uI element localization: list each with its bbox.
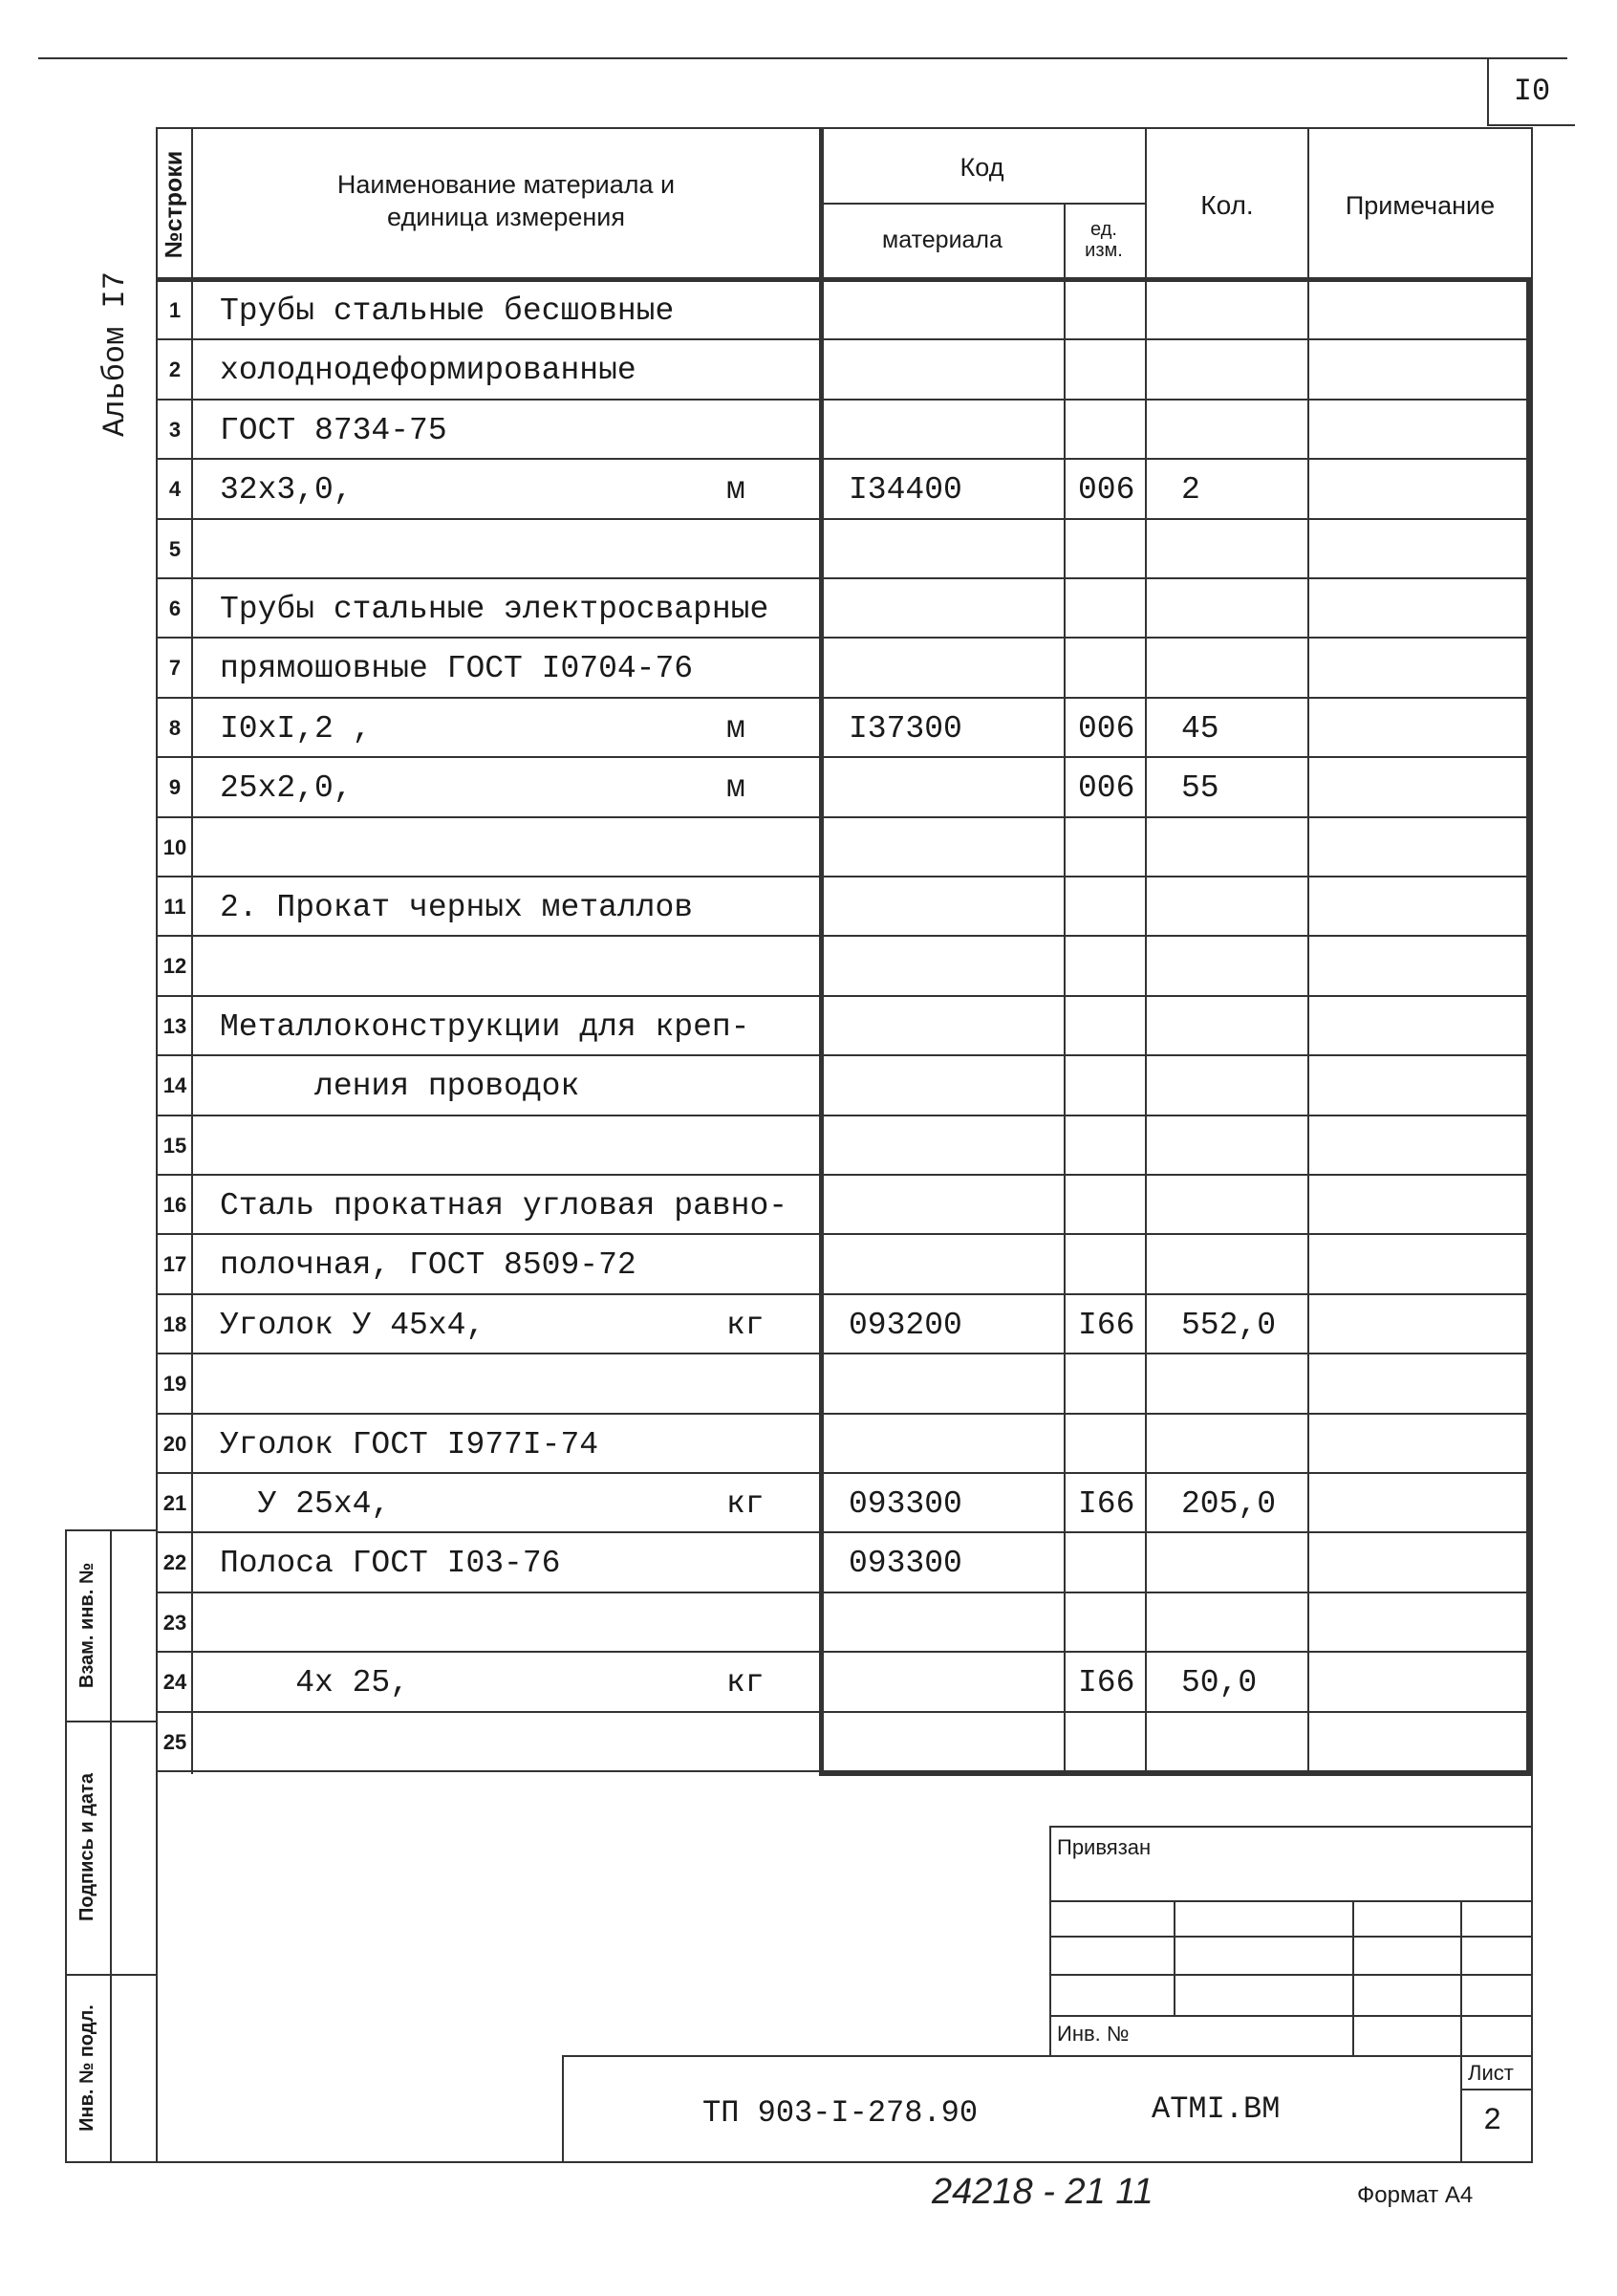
row-uc: 006	[1078, 711, 1135, 747]
row-u: кг	[726, 1486, 765, 1522]
row-divider	[156, 1353, 1531, 1354]
row-divider	[156, 1115, 1531, 1116]
row-n: 25	[162, 1730, 187, 1754]
row-divider	[156, 816, 1531, 818]
row-n: 12	[162, 954, 187, 978]
row-n: 9	[168, 775, 182, 799]
row-n: 6	[168, 596, 182, 620]
row-n: 13	[162, 1014, 187, 1038]
row-divider	[156, 1293, 1531, 1295]
row-n: 2	[168, 357, 182, 381]
stamp-vline-1	[1174, 1900, 1175, 2015]
row-uc: 006	[1078, 770, 1135, 806]
row-name: ГОСТ 8734-75	[220, 413, 447, 448]
row-u: м	[726, 711, 745, 747]
header-unit: ед. изм.	[1085, 219, 1123, 261]
album-label	[86, 258, 143, 449]
row-divider	[156, 1233, 1531, 1235]
row-name: 2. Прокат черных металлов	[220, 890, 694, 925]
row-uc: I66	[1078, 1665, 1135, 1700]
stamp-list-label: Лист	[1468, 2061, 1514, 2085]
row-code: 093200	[849, 1308, 962, 1343]
row-u: кг	[726, 1308, 765, 1343]
row-u: м	[726, 472, 745, 508]
row-divider	[156, 458, 1531, 460]
row-uc: 006	[1078, 472, 1135, 508]
row-qty: 45	[1181, 711, 1219, 747]
row-divider	[156, 1054, 1531, 1056]
row-divider	[156, 399, 1531, 401]
row-divider	[156, 1711, 1531, 1713]
title-block-top-line	[562, 2055, 1533, 2057]
header-material: материала	[882, 227, 1003, 253]
sheet-number: I0	[1487, 57, 1575, 126]
side-label-podpis-text: Подпись и дата	[76, 1773, 97, 1921]
row-n: 11	[163, 895, 186, 919]
doc-code: ТП 903-I-278.90	[702, 2095, 979, 2131]
col-line-unit	[1145, 127, 1147, 1774]
side-label-podpis	[65, 1721, 110, 1974]
row-n: 10	[162, 835, 187, 859]
row-uc: I66	[1078, 1308, 1135, 1343]
title-block-left-line	[562, 2055, 564, 2161]
row-n: 19	[162, 1372, 187, 1396]
row-code: 093300	[849, 1486, 962, 1522]
row-uc: I66	[1078, 1486, 1135, 1522]
row-n: 5	[168, 537, 182, 561]
row-qty: 50,0	[1181, 1665, 1258, 1700]
stamp-vline-2	[1352, 1900, 1354, 2055]
row-name: I0хI,2 ,	[220, 711, 372, 747]
row-n: 15	[162, 1134, 187, 1158]
side-label-inv-podl-text: Инв. № подл.	[76, 2004, 97, 2132]
row-name: Трубы стальные бесшовные	[220, 293, 675, 329]
row-qty: 205,0	[1181, 1486, 1277, 1522]
row-n: 21	[162, 1491, 187, 1515]
row-qty: 552,0	[1181, 1308, 1277, 1343]
header-note: Примечание	[1345, 191, 1496, 220]
row-divider	[156, 1472, 1531, 1474]
stamp-left-line	[1049, 1826, 1051, 2055]
row-code: I37300	[849, 711, 962, 747]
row-n: 16	[162, 1193, 187, 1217]
row-divider	[156, 1174, 1531, 1176]
row-n: 1	[168, 298, 182, 322]
stamp-vline-3	[1460, 1900, 1462, 2161]
row-name: прямошовные ГОСТ I0704-76	[220, 651, 694, 686]
row-divider	[156, 518, 1531, 520]
row-n: 24	[162, 1670, 187, 1694]
row-divider	[156, 637, 1531, 639]
row-n: 20	[162, 1432, 187, 1456]
row-divider	[156, 697, 1531, 699]
col-line-qty	[1307, 127, 1309, 1774]
row-name: Уголок ГОСТ I977I-74	[220, 1427, 599, 1462]
row-qty: 2	[1181, 472, 1200, 508]
row-divider	[156, 1413, 1531, 1415]
album-label-text: Альбом I7	[97, 271, 133, 437]
row-n: 4	[168, 477, 182, 501]
handwritten-number: 24218 - 21 11	[932, 2172, 1153, 2212]
header-code-divider	[822, 203, 1147, 205]
header-row-number	[158, 129, 191, 280]
side-label-vzam	[65, 1529, 110, 1721]
stamp-list-no: 2	[1483, 2103, 1502, 2138]
row-n: 17	[162, 1252, 187, 1276]
row-divider	[156, 577, 1531, 579]
row-name: холоднодеформированные	[220, 353, 636, 388]
row-name: У 25х4,	[220, 1486, 391, 1522]
header-row-number-text: №строки	[161, 150, 188, 259]
row-divider	[156, 1592, 1531, 1593]
side-label-inv-podl	[65, 1974, 110, 2161]
row-n: 7	[168, 656, 182, 680]
stamp-top-line	[1049, 1826, 1533, 1828]
header-name: Наименование материала и единица измерения	[336, 170, 676, 231]
stamp-inv-no: Инв. №	[1057, 2022, 1130, 2046]
row-name: ления проводок	[220, 1069, 580, 1104]
row-u: кг	[726, 1665, 765, 1700]
doc-mark: АТМI.ВМ	[1152, 2091, 1281, 2127]
row-divider	[156, 1770, 1531, 1772]
row-divider	[156, 935, 1531, 937]
header-qty: Кол.	[1200, 190, 1254, 220]
row-name: 25х2,0,	[220, 770, 353, 806]
header-code: Код	[959, 153, 1004, 182]
row-name: 32х3,0,	[220, 472, 353, 508]
row-n: 18	[162, 1312, 187, 1336]
row-name: Уголок У 45х4,	[220, 1308, 485, 1343]
frame-right-line	[1531, 127, 1533, 2161]
sheet-top-border	[38, 57, 1567, 59]
row-name: Трубы стальные электросварные	[220, 592, 769, 627]
row-divider	[156, 756, 1531, 758]
col-line-note	[1526, 277, 1531, 1774]
row-n: 22	[162, 1550, 187, 1574]
row-divider	[156, 1531, 1531, 1533]
row-divider	[156, 876, 1531, 877]
frame-bottom-line	[65, 2161, 1533, 2163]
stamp-privyazan: Привязан	[1057, 1835, 1152, 1859]
row-divider	[156, 1651, 1531, 1653]
col-line-material	[1064, 203, 1066, 1774]
title-block-list-line	[1460, 2089, 1533, 2090]
row-u: м	[726, 770, 745, 806]
row-divider	[156, 338, 1531, 340]
row-divider	[156, 995, 1531, 997]
row-name: Полоса ГОСТ I03-76	[220, 1546, 561, 1581]
row-code: 093300	[849, 1546, 962, 1581]
row-code: I34400	[849, 472, 962, 508]
row-name: полочная, ГОСТ 8509-72	[220, 1247, 636, 1283]
col-line-name	[819, 127, 824, 1774]
row-n: 3	[168, 418, 182, 442]
format-label: Формат А4	[1357, 2182, 1474, 2208]
header-bottom-line	[156, 277, 1533, 282]
row-qty: 55	[1181, 770, 1219, 806]
row-name: 4х 25,	[220, 1665, 410, 1700]
row-name: Сталь прокатная угловая равно-	[220, 1188, 788, 1224]
side-box-inner-line	[110, 1529, 112, 2161]
row-name: Металлоконструкции для креп-	[220, 1009, 750, 1045]
row-n: 14	[162, 1073, 187, 1097]
row-n: 23	[162, 1611, 187, 1635]
row-n: 8	[168, 716, 182, 740]
side-label-vzam-text: Взам. инв. №	[76, 1562, 98, 1688]
frame-top-line	[156, 127, 1533, 129]
